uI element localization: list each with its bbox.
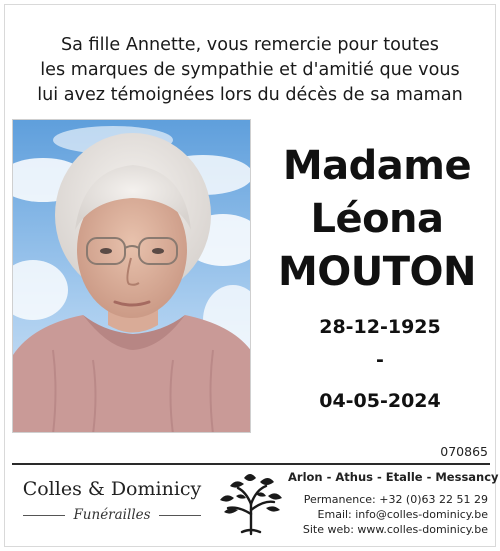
deceased-name: [262, 140, 492, 299]
subtitle-rule-right: [159, 515, 201, 516]
name-last: MOUTON: [277, 249, 477, 295]
funeral-home-subtitle-row: [12, 507, 212, 523]
funeral-home-towns: Arlon - Athus - Etalle - Messancy: [288, 470, 499, 484]
name-first: Léona: [310, 196, 444, 242]
tree-icon: [216, 470, 286, 536]
phone-line: Permanence: +32 (0)63 22 51 29: [303, 493, 488, 506]
subtitle-rule-left: [23, 515, 65, 516]
date-separator: -: [376, 349, 384, 371]
birth-date: 28-12-1925: [319, 316, 441, 338]
funeral-home-contact: [288, 470, 499, 537]
thank-you-message: [0, 33, 500, 108]
death-date: 04-05-2024: [319, 390, 441, 412]
funeral-home-subtitle: Funérailles: [73, 507, 151, 523]
intro-line-1: Sa fille Annette, vous remercie pour toutes: [61, 35, 439, 55]
funeral-home-name: Colles & Dominicy: [22, 478, 202, 500]
funeral-home-brand: [12, 478, 212, 523]
intro-line-2: les marques de sympathie et d'amitié que vous: [40, 60, 460, 80]
portrait-photo: [12, 119, 251, 433]
name-title: Madame: [282, 143, 472, 189]
reference-number: 070865: [440, 444, 488, 459]
footer-divider: [12, 463, 490, 465]
intro-line-3: lui avez témoignées lors du décès de sa maman: [37, 85, 463, 105]
website-line: Site web: www.colles-dominicy.be: [302, 523, 488, 536]
email-line: Email: info@colles-dominicy.be: [317, 508, 488, 521]
